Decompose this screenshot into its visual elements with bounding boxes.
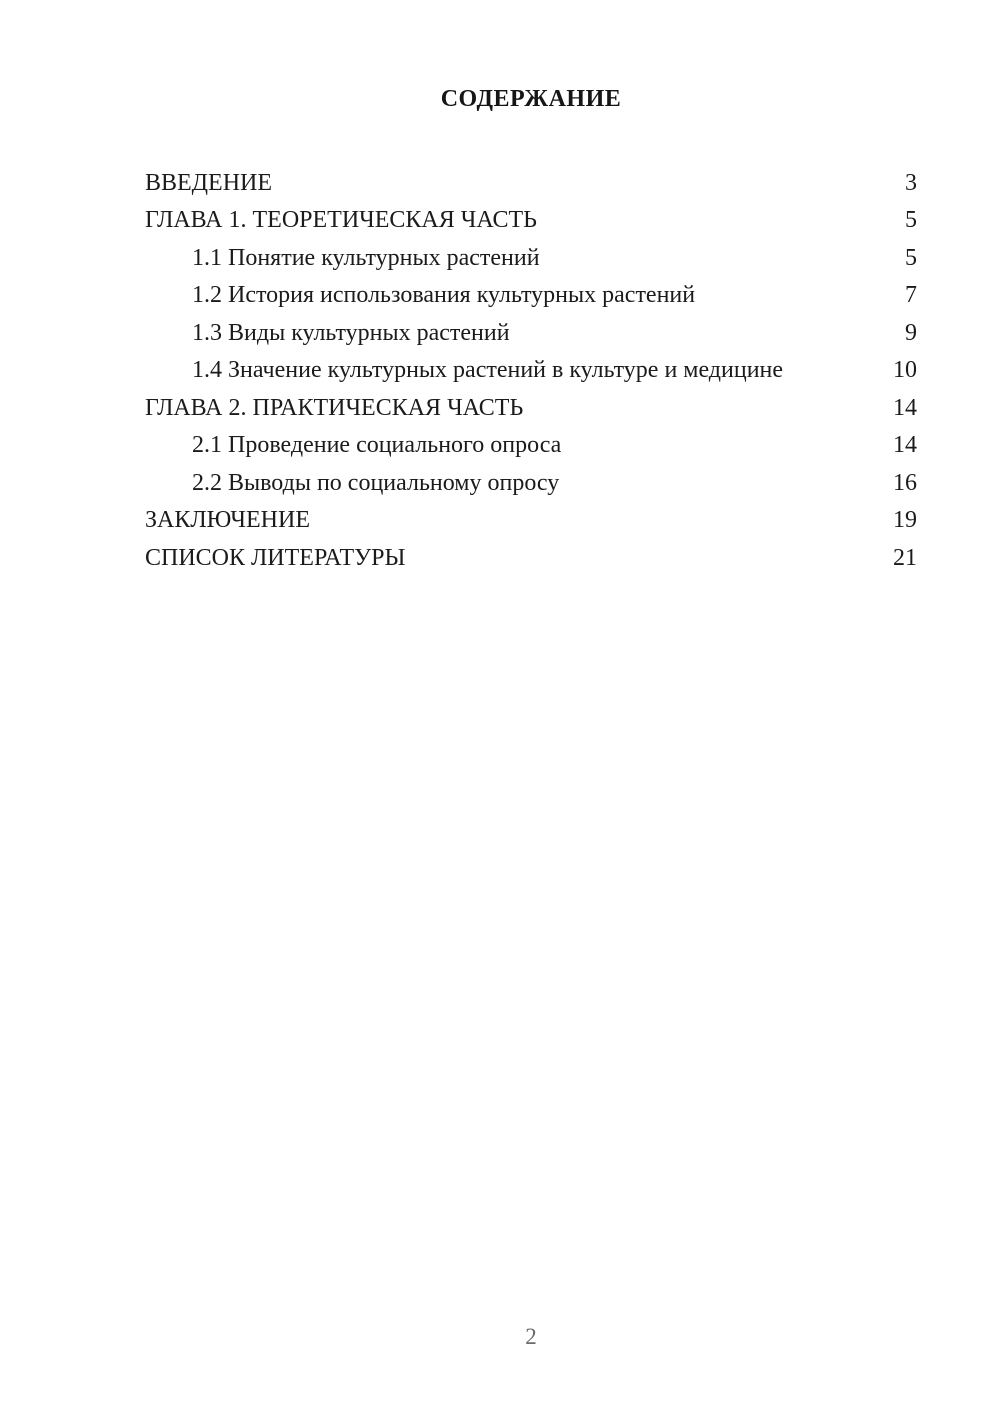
footer-page-number: 2 — [525, 1324, 537, 1349]
toc-entry-label: ЗАКЛЮЧЕНИЕ — [145, 507, 310, 533]
toc-entry-label: 1.1 Понятие культурных растений — [192, 244, 540, 271]
toc-entry-page-number: 5 — [905, 207, 917, 233]
toc-entry-label: 2.2 Выводы по социальному опросу — [192, 469, 560, 496]
toc-list — [145, 165, 917, 578]
toc-entry-label: СПИСОК ЛИТЕРАТУРЫ — [145, 544, 406, 571]
toc-entry — [145, 202, 917, 240]
toc-entry-label: ВВЕДЕНИЕ — [145, 169, 273, 196]
toc-entry — [145, 315, 917, 353]
toc-entry-label: 2.1 Проведение социального опроса — [192, 432, 562, 458]
toc-entry — [145, 540, 917, 578]
toc-entry-page-number: 10 — [893, 357, 917, 383]
toc-entry-page-number: 16 — [893, 469, 917, 496]
toc-entry-page-number: 7 — [905, 282, 917, 308]
toc-entry-page-number: 14 — [893, 394, 917, 421]
toc-entry-label: 1.4 Значение культурных растений в культуре и медицине — [192, 357, 784, 383]
toc-entry-page-number: 5 — [905, 244, 917, 271]
toc-entry-label: ГЛАВА 2. ПРАКТИЧЕСКАЯ ЧАСТЬ — [145, 394, 524, 421]
toc-entry — [145, 277, 917, 315]
toc-entry — [145, 502, 917, 540]
toc-entry-page-number: 9 — [905, 319, 917, 346]
toc-entry — [145, 390, 917, 428]
toc-entry — [145, 465, 917, 503]
toc-entry — [145, 352, 917, 390]
toc-entry — [145, 240, 917, 278]
toc-entry-page-number: 21 — [893, 544, 917, 571]
toc-entry-page-number: 3 — [905, 169, 917, 196]
toc-entry — [145, 427, 917, 465]
toc-title: СОДЕРЖАНИЕ — [440, 86, 622, 112]
toc-entry-label: 1.2 История использования культурных растений — [192, 282, 696, 308]
toc-entry-label: 1.3 Виды культурных растений — [192, 319, 510, 346]
toc-entry-page-number: 19 — [893, 507, 917, 533]
toc-entry-label: ГЛАВА 1. ТЕОРЕТИЧЕСКАЯ ЧАСТЬ — [145, 207, 537, 233]
toc-entry — [145, 165, 917, 203]
toc-entry-page-number: 14 — [893, 432, 917, 458]
